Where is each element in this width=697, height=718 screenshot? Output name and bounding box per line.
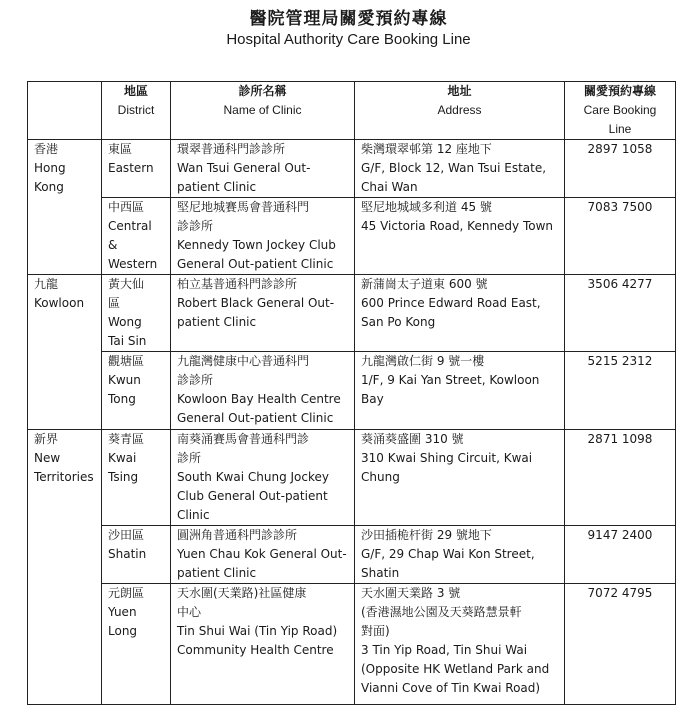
address-header-en: Address <box>437 103 482 117</box>
clinic-line: 堅尼地城賽馬會普通科門 <box>177 200 310 214</box>
region-label-zh: 九龍 <box>34 277 59 291</box>
phone-header-zh: 關愛預約專線 <box>583 84 656 98</box>
region-header-cell <box>28 82 102 140</box>
district-cell <box>102 352 171 430</box>
district-zh: 東區 <box>108 142 133 156</box>
phone-number[interactable]: 9147 2400 <box>587 528 653 542</box>
address-cell <box>355 584 565 705</box>
district-en: Wong <box>108 315 142 329</box>
clinic-line: General Out-patient Clinic <box>177 257 334 271</box>
phone-header <box>565 82 676 140</box>
clinic-header-zh: 診所名稱 <box>238 84 287 98</box>
address-cell <box>355 140 565 198</box>
district-header-zh: 地區 <box>123 84 148 98</box>
clinic-line: Clinic <box>177 508 210 522</box>
table-row <box>28 275 676 352</box>
district-zh: 元朗區 <box>108 586 145 600</box>
district-zh: 觀塘區 <box>108 354 145 368</box>
district-header <box>102 82 171 140</box>
district-zh: 區 <box>108 296 121 310</box>
phone-cell[interactable] <box>565 198 676 275</box>
region-hong-kong <box>28 140 102 275</box>
district-en: Kwun <box>108 373 141 387</box>
address-line: 45 Victoria Road, Kennedy Town <box>361 219 554 233</box>
clinic-line: Kowloon Bay Health Centre <box>177 392 341 406</box>
clinic-line: 天水圍(天業路)社區健康 <box>177 586 307 600</box>
table-row <box>28 526 676 584</box>
region-label-en: Kowloon <box>34 296 85 310</box>
address-line: Shatin <box>361 566 400 580</box>
address-cell <box>355 198 565 275</box>
address-line: 600 Prince Edward Road East, <box>361 296 541 310</box>
clinic-line: 柏立基普通科門診診所 <box>177 277 298 291</box>
clinic-line: Robert Black General Out- <box>177 296 335 310</box>
clinic-line: 圓洲角普通科門診診所 <box>177 528 298 542</box>
phone-number[interactable]: 2897 1058 <box>587 142 653 156</box>
phone-number[interactable]: 7083 7500 <box>587 200 653 214</box>
table-row <box>28 198 676 275</box>
address-line: G/F, 29 Chap Wai Kon Street, <box>361 547 535 561</box>
region-label-en: New <box>34 451 61 465</box>
region-label-en: Kong <box>34 180 64 194</box>
clinic-header-en: Name of Clinic <box>223 103 302 117</box>
phone-cell[interactable] <box>565 275 676 352</box>
clinic-line: 診診所 <box>177 373 214 387</box>
phone-cell[interactable] <box>565 140 676 198</box>
address-line: San Po Kong <box>361 315 436 329</box>
clinic-line: 九龍灣健康中心普通科門 <box>177 354 310 368</box>
district-zh: 沙田區 <box>108 528 145 542</box>
address-line: Chung <box>361 470 400 484</box>
clinic-line: patient Clinic <box>177 180 257 194</box>
region-kowloon <box>28 275 102 430</box>
clinic-cell <box>171 584 355 705</box>
clinic-line: Yuen Chau Kok General Out- <box>177 547 347 561</box>
clinic-cell <box>171 198 355 275</box>
phone-cell[interactable] <box>565 584 676 705</box>
clinic-line: 診診所 <box>177 219 214 233</box>
phone-header-en-line1: Care Booking <box>583 103 657 117</box>
clinic-cell <box>171 526 355 584</box>
address-line: (Opposite HK Wetland Park and <box>361 662 550 676</box>
region-label-en: Hong <box>34 161 66 175</box>
clinic-line: 環翠普通科門診診所 <box>177 142 286 156</box>
region-new-territories <box>28 430 102 705</box>
address-line: 九龍灣啟仁街 9 號一樓 <box>361 354 485 368</box>
clinic-line: South Kwai Chung Jockey <box>177 470 329 484</box>
clinic-line: patient Clinic <box>177 566 257 580</box>
address-cell <box>355 275 565 352</box>
district-cell <box>102 198 171 275</box>
clinic-line: 診所 <box>177 451 202 465</box>
table-header-row <box>28 82 676 140</box>
table-row <box>28 584 676 705</box>
address-line: 3 Tin Yip Road, Tin Shui Wai <box>361 643 528 657</box>
address-header-zh: 地址 <box>447 84 472 98</box>
clinic-line: Community Health Centre <box>177 643 334 657</box>
phone-cell[interactable] <box>565 526 676 584</box>
address-cell <box>355 352 565 430</box>
clinic-cell <box>171 430 355 526</box>
phone-number[interactable]: 2871 1098 <box>587 432 653 446</box>
district-en: Long <box>108 624 138 638</box>
phone-header-en-line2: Line <box>608 122 632 136</box>
address-line: 堅尼地城域多利道 45 號 <box>361 200 492 214</box>
address-header <box>355 82 565 140</box>
clinic-line: 南葵涌賽馬會普通科門診 <box>177 432 310 446</box>
clinic-cell <box>171 140 355 198</box>
page-title-english: Hospital Authority Care Booking Line <box>226 31 471 48</box>
address-line: 葵涌葵盛圍 310 號 <box>361 432 464 446</box>
address-cell <box>355 526 565 584</box>
address-line: 310 Kwai Shing Circuit, Kwai <box>361 451 533 465</box>
district-cell <box>102 275 171 352</box>
clinic-line: patient Clinic <box>177 315 257 329</box>
district-zh: 中西區 <box>108 200 145 214</box>
clinic-line: Kennedy Town Jockey Club <box>177 238 336 252</box>
table-row <box>28 352 676 430</box>
address-cell <box>355 430 565 526</box>
table-row <box>28 430 676 526</box>
address-line: 1/F, 9 Kai Yan Street, Kowloon <box>361 373 540 387</box>
clinic-line: Wan Tsui General Out- <box>177 161 311 175</box>
clinic-line: General Out-patient Clinic <box>177 411 334 425</box>
address-line: G/F, Block 12, Wan Tsui Estate, <box>361 161 547 175</box>
address-line: Vianni Cove of Tin Kwai Road) <box>361 681 541 695</box>
district-cell <box>102 584 171 705</box>
district-en: Yuen <box>108 605 137 619</box>
address-line: 柴灣環翠邨第 12 座地下 <box>361 142 492 156</box>
phone-number[interactable]: 5215 2312 <box>587 354 653 368</box>
district-zh: 黃大仙 <box>108 277 145 291</box>
clinic-line: Tin Shui Wai (Tin Yip Road) <box>177 624 338 638</box>
address-line: 天水圍天業路 3 號 <box>361 586 461 600</box>
district-en: Kwai <box>108 451 137 465</box>
clinic-cell <box>171 352 355 430</box>
table-row <box>28 140 676 198</box>
address-line: 沙田插桅杆街 29 號地下 <box>361 528 492 542</box>
address-line: 對面) <box>361 624 390 638</box>
district-header-en: District <box>117 103 155 117</box>
district-en: Tong <box>108 392 136 406</box>
address-line: (香港濕地公園及天葵路慧景軒 <box>361 605 522 619</box>
district-en: Tai Sin <box>108 334 147 348</box>
address-line: Bay <box>361 392 384 406</box>
region-label-zh: 新界 <box>34 432 59 446</box>
region-label-zh: 香港 <box>34 142 59 156</box>
district-zh: 葵青區 <box>108 432 145 446</box>
phone-number[interactable]: 3506 4277 <box>587 277 653 291</box>
phone-cell[interactable] <box>565 352 676 430</box>
clinic-line: 中心 <box>177 605 202 619</box>
phone-number[interactable]: 7072 4795 <box>587 586 653 600</box>
phone-cell[interactable] <box>565 430 676 526</box>
page-title-chinese: 醫院管理局關愛預約專線 <box>249 9 448 29</box>
district-cell <box>102 140 171 198</box>
address-line: 新蒲崗太子道東 600 號 <box>361 277 488 291</box>
district-en: Western <box>108 257 158 271</box>
district-cell <box>102 430 171 526</box>
clinic-cell <box>171 275 355 352</box>
district-cell <box>102 526 171 584</box>
district-en: Eastern <box>108 161 154 175</box>
district-en: & <box>108 238 118 252</box>
district-en: Shatin <box>108 547 147 561</box>
clinic-table <box>27 81 676 705</box>
clinic-header <box>171 82 355 140</box>
region-label-en: Territories <box>34 470 94 484</box>
district-en: Central <box>108 219 152 233</box>
address-line: Chai Wan <box>361 180 418 194</box>
district-en: Tsing <box>108 470 139 484</box>
clinic-line: Club General Out-patient <box>177 489 328 503</box>
